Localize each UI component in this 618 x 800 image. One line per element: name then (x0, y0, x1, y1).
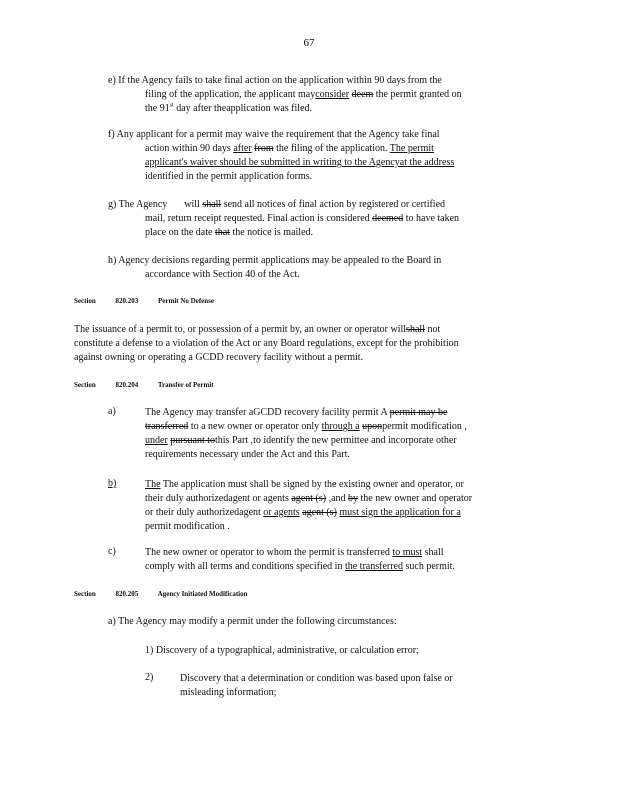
list-item-2-line-1 (180, 672, 453, 686)
list-item-text: Discovery of a typographical, administrative, or calculation error; (155, 645, 419, 656)
paragraph-e-line-2 (108, 88, 462, 102)
paragraph-h-line-1 (108, 254, 441, 268)
paragraph-820-203 (74, 323, 459, 365)
paragraph-204b-label: b) (108, 478, 117, 489)
paragraph-e-text: the permit granted on (375, 89, 462, 100)
paragraph-g-text: The Agency (118, 199, 168, 210)
list-item-1 (145, 644, 419, 658)
paragraph-f-line-2 (108, 142, 454, 156)
struck-text: that (214, 227, 230, 238)
section-heading-820-204 (74, 381, 232, 389)
paragraph-204c-label: c) (108, 546, 116, 557)
section-number: 820.205 (115, 590, 139, 598)
page-number: 67 (303, 37, 315, 49)
inserted-text: consider (315, 89, 350, 100)
paragraph-text: to identify the new permittee and incorporate other (253, 435, 457, 446)
paragraph-820-203-line-3 (74, 351, 459, 365)
paragraph-204c-line-1 (145, 546, 455, 560)
paragraph-820-203-line-2 (74, 337, 459, 351)
struck-text: deem (351, 89, 374, 100)
paragraph-204c-line-2 (145, 560, 455, 574)
paragraph-text: this Part , (215, 435, 254, 446)
paragraph-204b-line-1 (145, 478, 472, 492)
paragraph-text: comply with all terms and conditions specified in (145, 561, 343, 572)
paragraph-204a-label: a) (108, 406, 116, 417)
list-item-text: Discovery that a determination or condition was based upon false or (180, 673, 453, 684)
paragraph-text: The new owner or operator to whom the permit is transferred (145, 547, 390, 558)
paragraph-204a-line-2 (145, 420, 467, 434)
section-word: Section (74, 381, 96, 389)
paragraph-g-text: send all notices of final action by registered or certified (223, 199, 446, 210)
struck-text: by (348, 493, 359, 504)
paragraph-e-text: filing of the application, the applicant may (145, 89, 316, 100)
paragraph-204b-line-3 (145, 506, 472, 520)
section-number: 820.203 (115, 297, 139, 305)
paragraph-text: constitute a defense to a violation of the Act or any Board regulations, except for the prohibition (74, 338, 459, 349)
inserted-text: or agents (263, 507, 300, 518)
paragraph-text: such permit. (405, 561, 455, 572)
paragraph-g-text: mail, return receipt requested. Final action is considered (145, 213, 370, 224)
paragraph-g-line-3 (108, 226, 459, 240)
paragraph-f-text: the filing of the application. (276, 143, 388, 154)
paragraph-text: shall (424, 547, 444, 558)
paragraph-text: The Agency may transfer aGCDD recovery facility permit A (145, 407, 388, 418)
paragraph-text: permit modification . (145, 521, 230, 532)
paragraph-204a (145, 406, 467, 462)
paragraph-205a-line-1 (108, 615, 397, 629)
inserted-text: the transferred (344, 561, 403, 572)
section-word: Section (74, 590, 96, 598)
paragraph-text: The Agency may modify a permit under the following circumstances: (118, 616, 397, 627)
paragraph-h-text: Agency decisions regarding permit applications may be appealed to the Board in (118, 255, 442, 266)
paragraph-e-line-3 (108, 102, 462, 116)
list-item-label: 1) (145, 645, 154, 656)
paragraph-g-line-2 (108, 212, 459, 226)
section-title: Permit No Defense (158, 297, 215, 305)
section-title: Agency Initiated Modification (157, 590, 248, 598)
paragraph-text: against owning or operating a GCDD recovery facility without a permit. (74, 352, 364, 363)
paragraph-204a-line-1 (145, 406, 467, 420)
paragraph-e-text: If the Agency fails to take final action on the application within 90 days from the (118, 75, 442, 86)
paragraph-e (108, 74, 462, 116)
struck-text: upon (362, 421, 383, 432)
paragraph-text: permit modification , (382, 421, 467, 432)
paragraph-204a-line-4 (145, 448, 467, 462)
paragraph-204c (145, 546, 455, 574)
paragraph-e-text: the 91 (145, 103, 170, 114)
paragraph-204b (145, 478, 472, 534)
section-heading-820-205 (74, 590, 265, 598)
paragraph-text: their duly authorizedagent or agents (145, 493, 289, 504)
struck-text: pursuant to (170, 435, 215, 446)
paragraph-h-line-2 (108, 268, 441, 282)
paragraph-f-text: identified in the permit application forms. (145, 171, 313, 182)
inserted-text: to must (392, 547, 423, 558)
paragraph-f (108, 128, 454, 184)
list-item-1-line-1 (145, 644, 419, 658)
paragraph-g-line-1 (108, 198, 459, 212)
inserted-text: applicant's waiver should be submitted in writing to the Agencyat the address (145, 157, 455, 168)
inserted-text: will (184, 199, 200, 210)
paragraph-text: to a new owner or operator only (190, 421, 320, 432)
list-item-2-label: 2) (145, 672, 154, 683)
paragraph-text: requirements necessary under the Act and this Part. (145, 449, 350, 460)
paragraph-f-text: Any applicant for a permit may waive the requirement that the Agency take final (116, 129, 440, 140)
struck-text: permit may be (389, 407, 448, 418)
section-number: 820.204 (115, 381, 139, 389)
section-heading-820-203 (74, 297, 232, 305)
paragraph-f-line-4 (108, 170, 454, 184)
paragraph-e-label: e) (108, 75, 116, 86)
inserted-text: The permit (389, 143, 434, 154)
section-word: Section (74, 297, 96, 305)
paragraph-f-line-1 (108, 128, 454, 142)
struck-text: deemed (372, 213, 404, 224)
inserted-text: after (233, 143, 252, 154)
paragraph-h-label: h) (108, 255, 117, 266)
struck-text: transferred (145, 421, 189, 432)
paragraph-f-line-3 (108, 156, 454, 170)
inserted-text: will (390, 324, 407, 335)
paragraph-e-line-1 (108, 74, 462, 88)
list-item-2 (180, 672, 453, 700)
struck-text: agent (s) (291, 493, 327, 504)
inserted-text: under (145, 435, 168, 446)
paragraph-text: The application must shall be signed by the existing owner and operator, or (162, 479, 464, 490)
paragraph-f-label: f) (108, 129, 115, 140)
paragraph-g-label: g) (108, 199, 117, 210)
paragraph-204b-line-4 (145, 520, 472, 534)
paragraph-204b-line-2 (145, 492, 472, 506)
paragraph-text: ,and (328, 493, 346, 504)
paragraph-f-text: action within 90 days (145, 143, 231, 154)
superscript: st (169, 102, 174, 109)
paragraph-h-text: accordance with Section 40 of the Act. (145, 269, 300, 280)
paragraph-e-text: day after theapplication was filed. (176, 103, 313, 114)
paragraph-text: or their duly authorizedagent (145, 507, 261, 518)
list-item-2-line-2 (180, 686, 453, 700)
paragraph-g-text: to have taken (405, 213, 460, 224)
inserted-text: through a (321, 421, 360, 432)
section-title: Transfer of Permit (157, 381, 214, 389)
paragraph-g (108, 198, 459, 240)
struck-text: shall (202, 199, 222, 210)
struck-text: from (254, 143, 274, 154)
paragraph-text: The issuance of a permit to, or possession of a permit by, an owner or operator (74, 324, 388, 335)
paragraph-204a-line-3 (145, 434, 467, 448)
paragraph-g-text: the notice is mailed. (232, 227, 314, 238)
list-item-text: misleading information; (180, 687, 277, 698)
paragraph-820-203-line-1 (74, 323, 459, 337)
paragraph-205a-label: a) (108, 616, 116, 627)
struck-text: shall (406, 324, 425, 335)
struck-text: agent (s) (302, 507, 337, 518)
paragraph-g-text: place on the date (145, 227, 213, 238)
paragraph-h (108, 254, 441, 282)
paragraph-205a (108, 615, 397, 629)
inserted-text: must sign the application for a (339, 507, 461, 518)
paragraph-text: not (427, 324, 441, 335)
inserted-text: The (145, 479, 161, 490)
paragraph-text: the new owner and operator (360, 493, 473, 504)
